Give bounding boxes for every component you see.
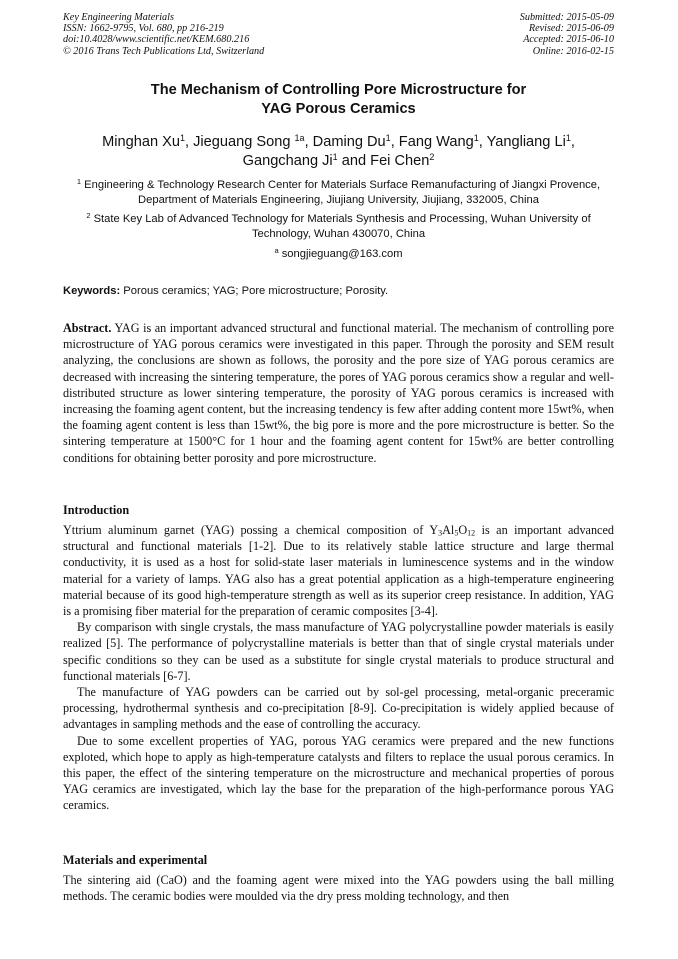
author-name: Daming Du — [312, 134, 386, 150]
author-name: Yangliang Li — [486, 134, 566, 150]
keywords-label: Keywords: — [63, 285, 121, 297]
journal-name: Key Engineering Materials — [63, 12, 174, 23]
author-name: Fang Wang — [398, 134, 474, 150]
abstract-label: Abstract. — [63, 321, 112, 335]
affiliation-text: Engineering & Technology Research Center for Materials Surface Remanufacturing of Jiangxi Provence, Department of Materials Engineering, Jiujiang University, Jiujiang, 332005, China — [81, 179, 601, 206]
issn-line: ISSN: 1662-9795, Vol. 680, pp 216-219 — [63, 23, 224, 35]
submission-dates — [520, 12, 614, 57]
email-mark: a — [274, 245, 279, 255]
paragraph: Due to some excellent properties of YAG, porous YAG ceramics were prepared and the new functions exploted, which hope to apply as high-temperature catalysts and filters to replace the usual porous ceramics. In this paper, the effect of the sintering temperature on the microstructure and mechanical properties of porous YAG ceramics are investigated, which lay the base for the preparation of the high-performance porous YAG ceramics. — [63, 733, 614, 813]
title-line-2: YAG Porous Ceramics — [261, 101, 416, 117]
journal-info — [63, 12, 264, 57]
keywords-text: Porous ceramics; YAG; Pore microstructure; Porosity. — [120, 285, 389, 297]
text-run: O — [458, 523, 468, 537]
revised-date: Revised: 2015-06-09 — [528, 23, 614, 35]
abstract-text: YAG is an important advanced structural and functional material. The mechanism of controlling pore microstructure of YAG porous ceramics were investigated in this paper. Through the porosity and SEM result analyzing, the conclusions are shown as follows, the porosity and the pore size of YAG porous ceramics are decreased with increasing the sintering temperature, the pores of YAG porous ceramics show a regular and well-distributed structure as lower sintering temperature, the porosity of YAG porous ceramics is increased with increasing the foaming agent content, but the increasing tendency is few after adding content more 15wt%, when the foaming agent content is less than 15wt%, the big pore is more and the pore microstructure is better. So the sintering temperature at 1500°C for 1 hour and the foaming agent content for 15wt% are better controlling conditions for obtaining better porosity and pore microstructure. — [63, 321, 614, 465]
author-name: Fei Chen — [370, 153, 430, 169]
author-affil-mark: 1 — [385, 133, 391, 144]
author-affil-mark: 1a — [294, 133, 305, 144]
section-heading-materials: Materials and experimental — [63, 853, 208, 867]
online-date: Online: 2016-02-15 — [532, 45, 614, 57]
email-address: songjieguang@163.com — [278, 248, 403, 260]
author-separator: , — [185, 134, 194, 150]
author-separator: , — [478, 134, 487, 150]
author-and: and — [337, 153, 371, 169]
submitted-date: Submitted: 2015-05-09 — [519, 12, 614, 23]
subscript: 5 — [454, 528, 459, 538]
author-separator: , — [304, 134, 313, 150]
section-heading-introduction: Introduction — [63, 503, 130, 517]
affiliation-2 — [63, 212, 614, 242]
text-run: Yttrium aluminum garnet (YAG) possing a chemical composition of Y — [63, 523, 439, 537]
author-separator: , — [390, 134, 399, 150]
author-affil-mark: 1 — [179, 133, 185, 144]
author-name: Jieguang Song — [193, 134, 295, 150]
author-separator: , — [570, 134, 575, 150]
paragraph: The manufacture of YAG powders can be carried out by sol-gel processing, metal-organic preceramic processing, hydrothermal synthesis and co-precipitation [8-9]. Co-precipitation is widely applied because of advantages in sampling methods and the ease of controlling the accuracy. — [63, 685, 614, 732]
affiliation-1 — [63, 178, 614, 208]
subscript: 3 — [438, 528, 443, 538]
introduction-body — [63, 522, 614, 814]
author-affil-mark: 1 — [565, 133, 571, 144]
doi-line: doi:10.4028/www.scientific.net/KEM.680.216 — [63, 34, 250, 46]
text-run: Al — [442, 523, 455, 537]
materials-body — [63, 872, 614, 904]
author-name: Minghan Xu — [102, 134, 180, 150]
author-affil-mark: 1 — [473, 133, 479, 144]
title-line-1: The Mechanism of Controlling Pore Microstructure for — [150, 82, 527, 98]
paper-title — [63, 81, 614, 119]
contact-email — [63, 247, 614, 262]
text-run: is an important advanced structural and functional materials [1-2]. Due to its relatively stable lattice structure and large thermal conductivity, it is used as a host for solid-state laser materials in luminescence systems and in the window material for a variety of lamps. YAG also has a great potential application as a high-temperature engineering material because of its good high-temperature strength as well as its superior creep resistance. In addition, YAG is a promising fiber material for the preparation of ceramic composites [3-4]. — [63, 523, 614, 619]
paragraph: By comparison with single crystals, the mass manufacture of YAG polycrystalline powder materials is easily realized [5]. The performance of polycrystalline materials is better than that of single crystal materials under specific conditions so they can be used as a substitute for single crystal materials to produce structural and functional materials [6-7]. — [63, 620, 614, 683]
copyright-line: © 2016 Trans Tech Publications Ltd, Switzerland — [63, 45, 265, 57]
subscript: 12 — [467, 528, 476, 538]
affiliation-mark: 2 — [86, 210, 91, 220]
accepted-date: Accepted: 2015-06-10 — [523, 34, 614, 46]
affiliation-text: State Key Lab of Advanced Technology for Materials Synthesis and Processing, Wuhan University of Technology, Wuhan 430070, China — [90, 213, 591, 240]
author-affil-mark: 2 — [429, 152, 435, 163]
paragraph: The sintering aid (CaO) and the foaming agent were mixed into the YAG powders using the ball milling methods. The ceramic bodies were moulded via the dry press molding technology, and then — [63, 873, 614, 904]
abstract — [63, 320, 614, 466]
paragraph — [63, 522, 614, 619]
affiliation-mark: 1 — [76, 176, 82, 186]
author-name: Gangchang Ji — [242, 153, 333, 169]
author-list — [63, 133, 614, 171]
keywords — [63, 284, 614, 299]
author-affil-mark: 1 — [332, 152, 338, 163]
